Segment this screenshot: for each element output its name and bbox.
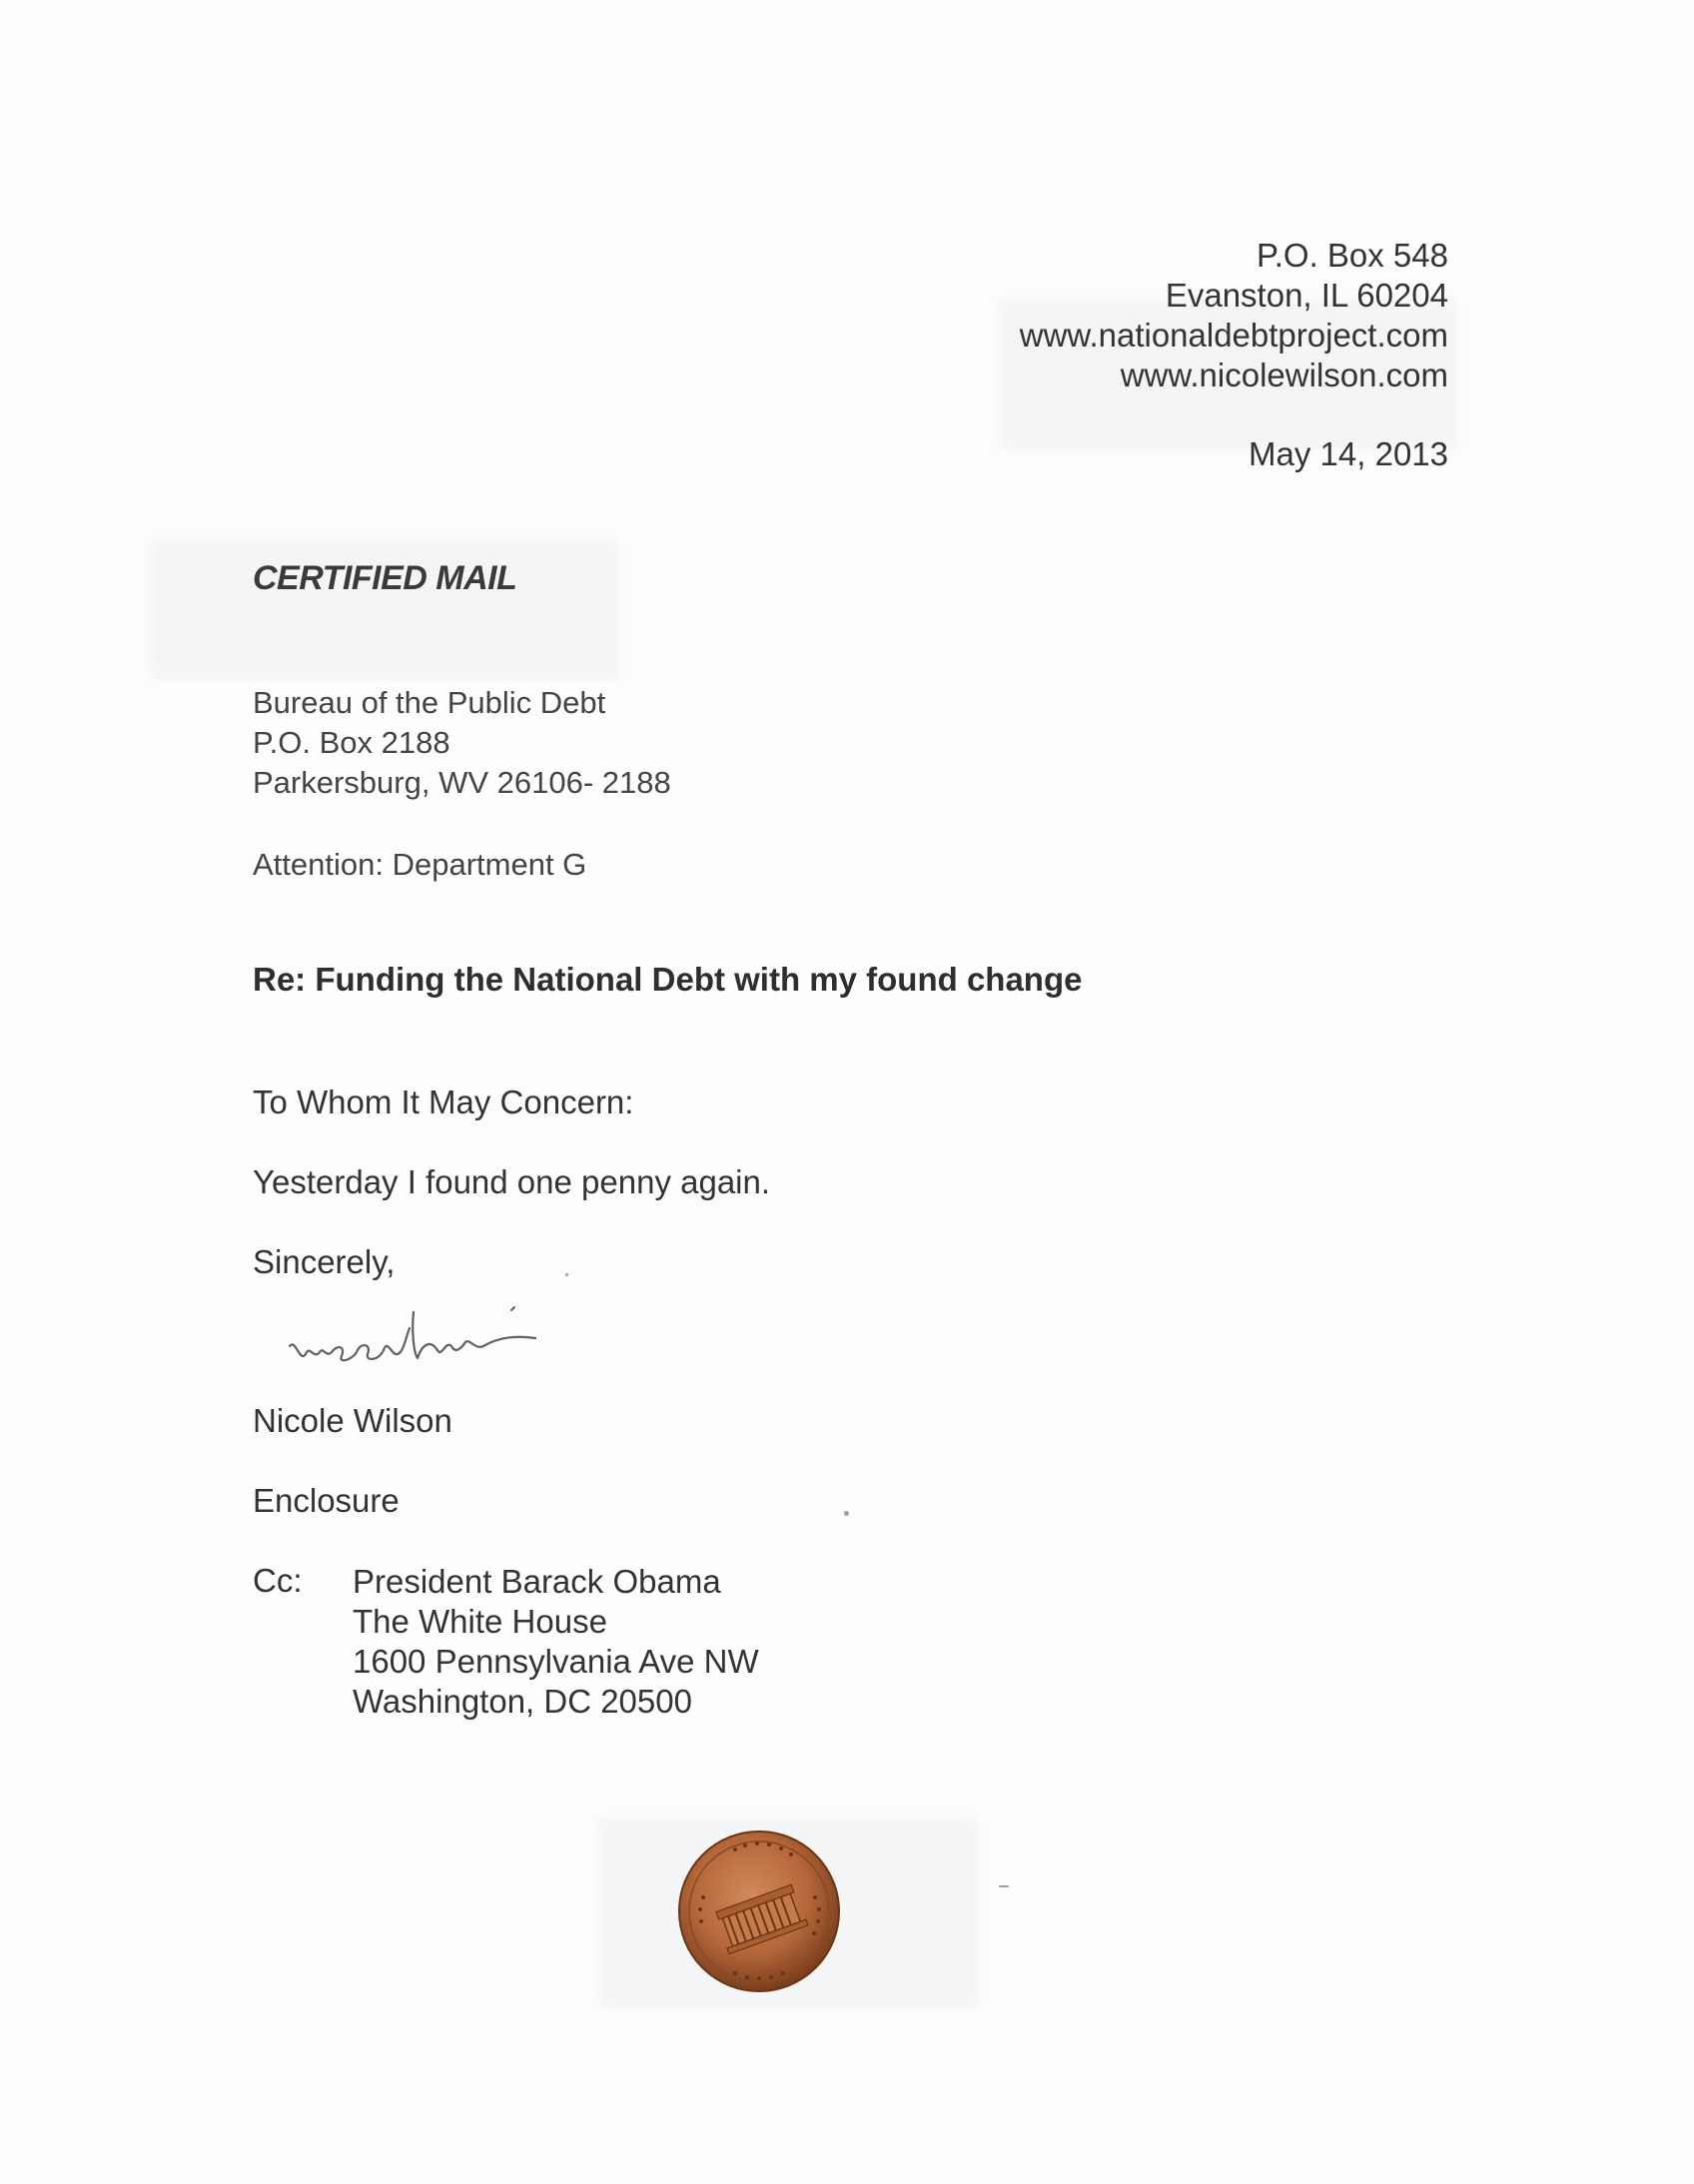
cc-label: Cc: [253, 1562, 303, 1599]
salutation: To Whom It May Concern: [253, 1084, 634, 1120]
sender-website-line: www.nicolewilson.com [1120, 357, 1448, 393]
letter-date: May 14, 2013 [1249, 435, 1448, 472]
sender-address [1020, 236, 1448, 395]
scan-speck [844, 1511, 849, 1516]
cc-address [353, 1562, 759, 1722]
scan-speck [999, 1885, 1009, 1887]
recipient-address-line: Parkersburg, WV 26106- 2188 [253, 765, 671, 800]
handwritten-signature [280, 1268, 649, 1378]
cc-address-line: Washington, DC 20500 [353, 1683, 692, 1720]
recipient-address-line: P.O. Box 2188 [253, 725, 450, 760]
attention-line: Attention: Department G [253, 847, 587, 882]
closing: Sincerely, [253, 1243, 396, 1280]
mail-type-heading: CERTIFIED MAIL [253, 559, 517, 597]
letter-body: Yesterday I found one penny again. [253, 1163, 771, 1200]
scan-speck [565, 1273, 568, 1276]
recipient-address-line: Bureau of the Public Debt [253, 685, 606, 720]
sender-address-line: P.O. Box 548 [1256, 237, 1448, 274]
recipient-address [253, 683, 671, 803]
cc-address-line: 1600 Pennsylvania Ave NW [353, 1643, 759, 1680]
penny-coin-image [675, 1827, 843, 1995]
enclosure-note: Enclosure [253, 1482, 400, 1519]
sender-address-line: Evanston, IL 60204 [1165, 277, 1448, 314]
signer-name: Nicole Wilson [253, 1402, 452, 1439]
cc-address-line: President Barack Obama [353, 1563, 721, 1600]
cc-address-line: The White House [353, 1603, 607, 1640]
subject-line: Re: Funding the National Debt with my found change [253, 961, 1083, 998]
sender-website-line: www.nationaldebtproject.com [1019, 317, 1448, 354]
